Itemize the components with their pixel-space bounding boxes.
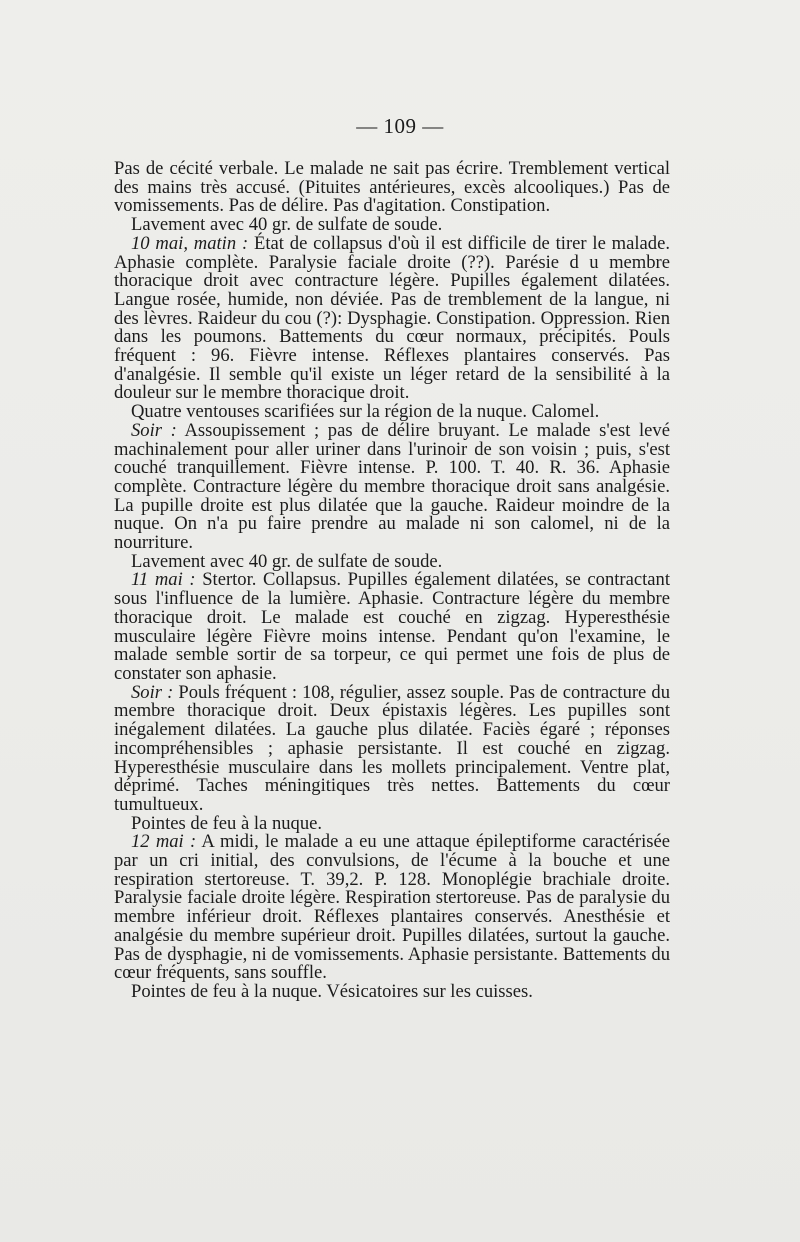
paragraph — [114, 980, 670, 1002]
entry-date-label: 11 mai : — [131, 569, 196, 591]
paragraph — [114, 681, 670, 815]
paragraph-text: Quatre ventouses scarifiées sur la région de la nuque. Calomel. — [131, 401, 600, 423]
body-text — [114, 160, 670, 1002]
paragraph — [114, 232, 670, 404]
paragraph-text: Pointes de feu à la nuque. Vésicatoires sur les cuisses. — [131, 980, 533, 1002]
entry-date-label: 10 mai, matin : — [131, 232, 249, 254]
paragraph — [114, 160, 670, 216]
paragraph — [114, 833, 670, 983]
paragraph-text: Stertor. Collapsus. Pupilles également dilatées, se contractant sous l'influence de la lumière. Aphasie. Contracture légère du membre thoracique droit. Le malade est couché en zigzag. Hyperesthésie musculaire légère Fièvre moins intense. Pendant qu'on l'examine, le malade semble sortir de sa torpeur, ce qui permet une fois de plus de constater son aphasie. — [114, 569, 671, 684]
entry-date-label: Soir : — [131, 419, 177, 441]
page-number: — 109 — — [356, 114, 444, 138]
paragraph — [114, 419, 670, 554]
paragraph-text: Pas de cécité verbale. Le malade ne sait pas écrire. Tremblement vertical des mains très accusé. (Pituites antérieures, excès alcooliques.) Pas de vomissements. Pas de délire. Pas d'agitation. Constipation. — [114, 158, 670, 217]
paragraph — [114, 571, 670, 683]
entry-date-label: Soir : — [131, 681, 174, 703]
entry-date-label: 12 mai : — [131, 831, 197, 853]
paragraph-text: Pouls fréquent : 108, régulier, assez souple. Pas de contracture du membre thoracique droit. Deux épistaxis légères. Les pupilles sont inégalement dilatées. La gauche plus dilatée. Faciès égaré ; réponses incompréhensibles ; aphasie persistante. Il est couché en zigzag. Hyperesthésie musculaire dans les mollets principalement. Ventre plat, déprimé. Taches méningitiques très nettes. Battements du cœur tumultueux. — [114, 681, 670, 815]
paragraph-text: A midi, le malade a eu une attaque épileptiforme caractérisée par un cri initial, des convulsions, de l'écume à la bouche et une respiration stertoreuse. T. 39,2. P. 128. Monoplégie brachiale droite. Paralysie faciale droite légère. Respiration stertoreuse. Pas de paralysie du membre inférieur droit. Réflexes plantaires conservés. Anesthésie et analgésie du membre supérieur droit. Pupilles dilatées, surtout la gauche. Pas de dysphagie, ni de vomissements. Aphasie persistante. Battements du cœur fréquents, sans souffle. — [114, 831, 670, 984]
paragraph-text: Pointes de feu à la nuque. — [131, 812, 323, 834]
paragraph-text: État de collapsus d'où il est difficile de tirer le malade. Aphasie complète. Paralysie faciale droite (??). Parésie d u membre thoracique droit avec contracture légère. Pupilles également dilatées. Langue rosée, humide, non déviée. Pas de tremblement de la langue, ni des lèvres. Raideur du cou (?): Dysphagie. Constipation. Oppression. Rien dans les poumons. Battements du cœur normaux, précipités. Pouls fréquent : 96. Fièvre intense. Réflexes plantaires conservés. Pas d'analgésie. Il semble qu'il existe un léger retard de la sensibilité à la douleur sur le membre thoracique droit. — [114, 232, 670, 404]
paragraph-text: Assoupissement ; pas de délire bruyant. Le malade s'est levé machinalement pour aller uriner dans l'urinoir de son voisin ; puis, s'est couché tranquillement. Fièvre intense. P. 100. T. 40. R. 36. Aphasie complète. Contracture légère du membre thoracique droit sans analgésie. La pupille droite est plus dilatée que la gauche. Raideur moindre de la nuque. On n'a pu faire prendre au malade ni son calomel, ni de la nourriture. — [114, 419, 670, 554]
paragraph-text: Lavement avec 40 gr. de sulfate de soude. — [131, 214, 443, 236]
paragraph-text: Lavement avec 40 gr. de sulfate de soude. — [131, 550, 443, 572]
